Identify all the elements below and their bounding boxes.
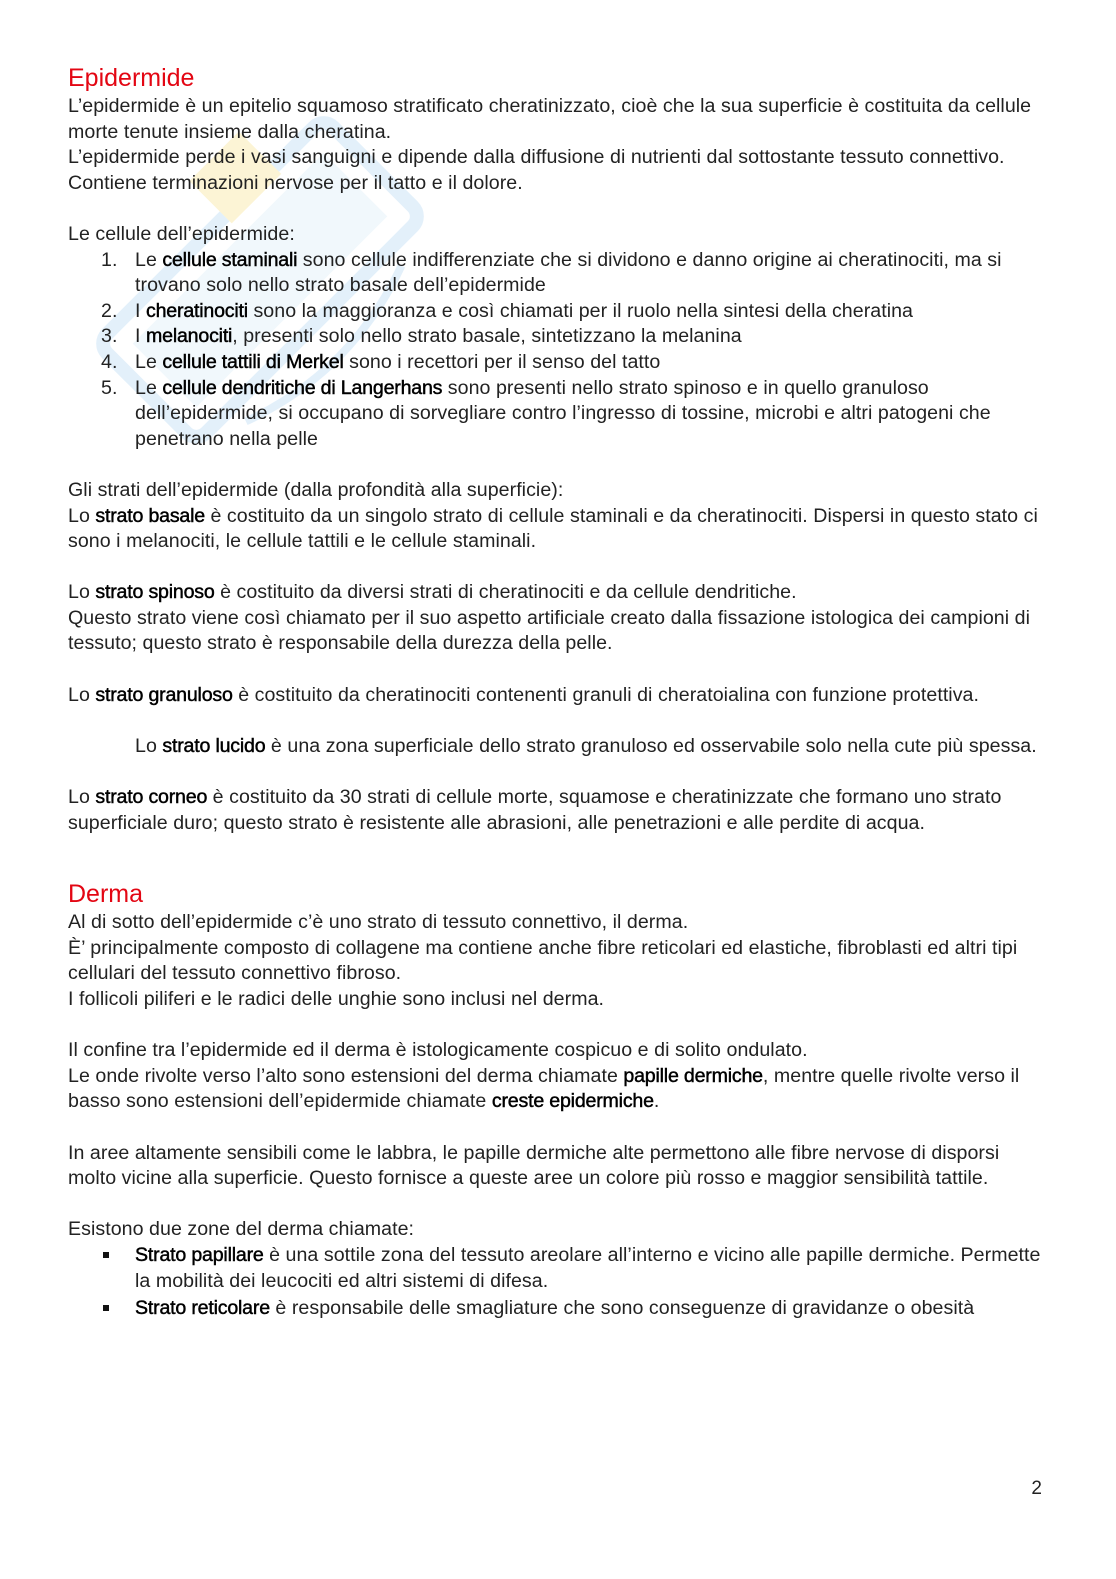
list-item: 5. Le cellule dendritiche di Langerhans sono presenti nello strato spinoso e in quello granuloso dell’epidermide, si occupano di sorvegliare contro l’ingresso di tossine, microbi e altri patogeni che penetrano nella pelle: [101, 376, 991, 450]
list-heading: Le cellule dell’epidermide:: [68, 222, 295, 245]
list-item: 1. Le cellule staminali sono cellule indifferenziate che si dividono e danno origine ai cheratinociti, ma si trovano solo nello strato basale dell’epidermide: [101, 248, 1002, 297]
list-item: 4. Le cellule tattili di Merkel sono i recettori per il senso del tatto: [101, 350, 661, 373]
list-item: Strato papillare è una sottile zona del tessuto areolare all’interno e vicino alle papille dermiche. Permette la mobilità dei leucociti ed altri sistemi di difesa.: [68, 1243, 1048, 1294]
paragraph-strato-lucido: Lo strato lucido è una zona superficiale dello strato granuloso ed osservabile solo nella cute più spessa.: [135, 734, 1037, 757]
paragraph: I follicoli piliferi e le radici delle unghie sono inclusi nel derma.: [68, 988, 605, 1010]
paragraph: L’epidermide è un epitelio squamoso stratificato cheratinizzato, cioè che la sua superficie è costituita da cellule morte tenute insieme dalla cheratina.: [68, 95, 1032, 143]
section-title-epidermide: Epidermide: [68, 64, 195, 92]
zones-list: [68, 1243, 1048, 1322]
paragraph: Questo strato viene così chiamato per il suo aspetto artificiale creato dalla fissazione istologica dei campioni di tessuto; questo strato è responsabile della durezza della pelle.: [68, 606, 1030, 655]
paragraph-strato-basale: Lo strato basale è costituito da un singolo strato di cellule staminali e da cheratinociti. Dispersi in questo stato ci sono i melanociti, le cellule tattili e le cellule staminali.: [68, 504, 1038, 553]
paragraph: In aree altamente sensibili come le labbra, le papille dermiche alte permettono alle fibre nervose di disporsi molto vicine alla superficie. Questo fornisce a queste aree un colore più rosso e maggior sensibilità tattile.: [68, 1141, 1000, 1190]
list-item: 3. I melanociti, presenti solo nello strato basale, sintetizzano la melanina: [101, 325, 742, 348]
cells-list: [68, 248, 1048, 453]
paragraph: Il confine tra l’epidermide ed il derma è istologicamente cospicuo e di solito ondulato.: [68, 1039, 808, 1062]
list-item: 2. I cheratinociti sono la maggioranza e così chiamati per il ruolo nella sintesi della cheratina: [101, 299, 914, 322]
list-item: Strato reticolare è responsabile delle smagliature che sono conseguenze di gravidanze o obesità: [68, 1296, 1048, 1322]
paragraph: Le onde rivolte verso l’alto sono estensioni del derma chiamate papille dermiche, mentre quelle rivolte verso il basso sono estensioni dell’epidermide chiamate creste epidermiche.: [68, 1064, 1020, 1113]
paragraph: Al di sotto dell’epidermide c’è uno strato di tessuto connettivo, il derma.: [68, 911, 689, 934]
list-heading: Esistono due zone del derma chiamate:: [68, 1218, 415, 1241]
square-bullet-icon: [103, 1305, 109, 1311]
square-bullet-icon: [103, 1252, 109, 1258]
paragraph-strato-granuloso: Lo strato granuloso è costituito da cheratinociti contenenti granuli di cheratoialina con funzione protettiva.: [68, 683, 980, 706]
paragraph: È’ principalmente composto di collagene ma contiene anche fibre reticolari ed elastiche, fibroblasti ed altri tipi cellulari del tessuto connettivo fibroso.: [68, 936, 1018, 985]
page-number: 2: [1031, 1478, 1042, 1499]
paragraph-strato-spinoso: Lo strato spinoso è costituito da diversi strati di cheratinociti e da cellule dendritiche.: [68, 581, 797, 604]
paragraph-strato-corneo: Lo strato corneo è costituito da 30 strati di cellule morte, squamose e cheratinizzate che formano uno strato superficiale duro; questo strato è resistente alle abrasioni, alle penetrazioni e alle perdite di acqua.: [68, 786, 1002, 834]
paragraph: L’epidermide perde i vasi sanguigni e dipende dalla diffusione di nutrienti dal sottostante tessuto connettivo. Contiene terminazioni nervose per il tatto e il dolore.: [68, 146, 1005, 194]
document-page: [68, 62, 1048, 1324]
list-heading: Gli strati dell’epidermide (dalla profondità alla superficie):: [68, 478, 564, 501]
section-title-derma: Derma: [68, 880, 144, 909]
